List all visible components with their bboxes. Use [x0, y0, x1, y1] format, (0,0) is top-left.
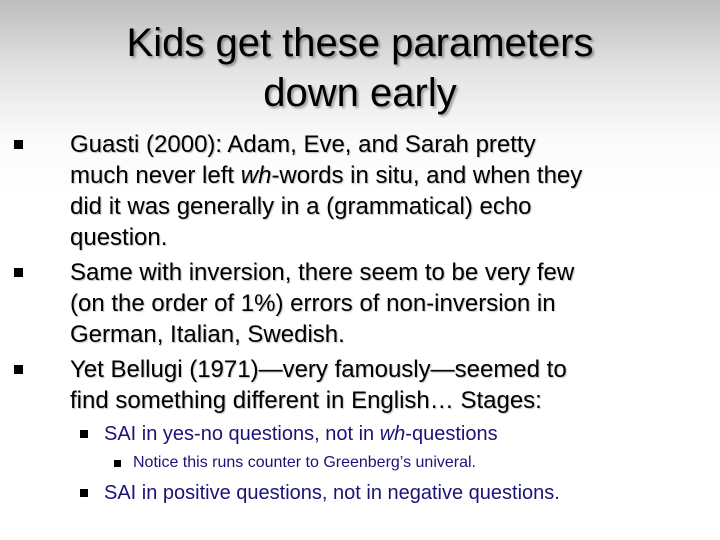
text-run: SAI in positive questions, not in negative questions. [104, 482, 560, 504]
bullet-text [70, 257, 710, 350]
sub-bullet-text [104, 423, 498, 445]
bullet-text [70, 354, 710, 416]
square-bullet-icon [114, 460, 121, 467]
text-line [70, 354, 710, 385]
square-bullet-icon [14, 268, 23, 277]
text-line [70, 319, 710, 350]
text-line [70, 222, 710, 253]
square-bullet-icon [14, 365, 23, 374]
square-bullet-icon [80, 489, 88, 497]
text-run: -words in situ, and when they [271, 162, 583, 189]
sub-bullet-yes-no [104, 421, 704, 447]
sub-sub-bullet-greenberg [133, 452, 703, 474]
sub-sub-bullet-text [133, 454, 476, 471]
bullet-bellugi [70, 354, 710, 416]
text-run: German, Italian, Swedish. [70, 321, 345, 348]
text-run: Yet Bellugi (1971)—very famously—seemed to [70, 356, 567, 383]
square-bullet-icon [80, 430, 88, 438]
title-line-1: Kids get these parameters [126, 21, 594, 65]
text-line [70, 160, 710, 191]
text-run: much never left [70, 162, 241, 189]
sub-bullet-text [104, 482, 560, 504]
text-line [70, 191, 710, 222]
text-run: Same with inversion, there seem to be very few [70, 259, 575, 286]
text-run: did it was generally in a (grammatical) echo [70, 193, 532, 220]
text-run: -questions [405, 423, 498, 445]
text-line [70, 257, 710, 288]
text-run: question. [70, 224, 168, 251]
text-run: wh [379, 423, 406, 445]
text-run: Guasti (2000): Adam, Eve, and Sarah pretty [70, 131, 536, 158]
text-line [70, 288, 710, 319]
bullet-guasti [70, 129, 710, 253]
square-bullet-icon [14, 140, 23, 149]
sub-bullet-positive [104, 480, 704, 506]
text-run: find something different in English… Stages: [70, 387, 542, 414]
bullet-inversion [70, 257, 710, 350]
text-run: Notice this runs counter to Greenberg’s univeral. [133, 454, 476, 471]
text-line [70, 129, 710, 160]
text-run: SAI in yes-no questions, not in [104, 423, 380, 445]
text-run: wh [240, 162, 272, 189]
title-line-2: down early [263, 71, 457, 115]
text-line [70, 385, 710, 416]
bullet-text [70, 129, 710, 253]
text-run: (on the order of 1%) errors of non-inversion in [70, 290, 556, 317]
